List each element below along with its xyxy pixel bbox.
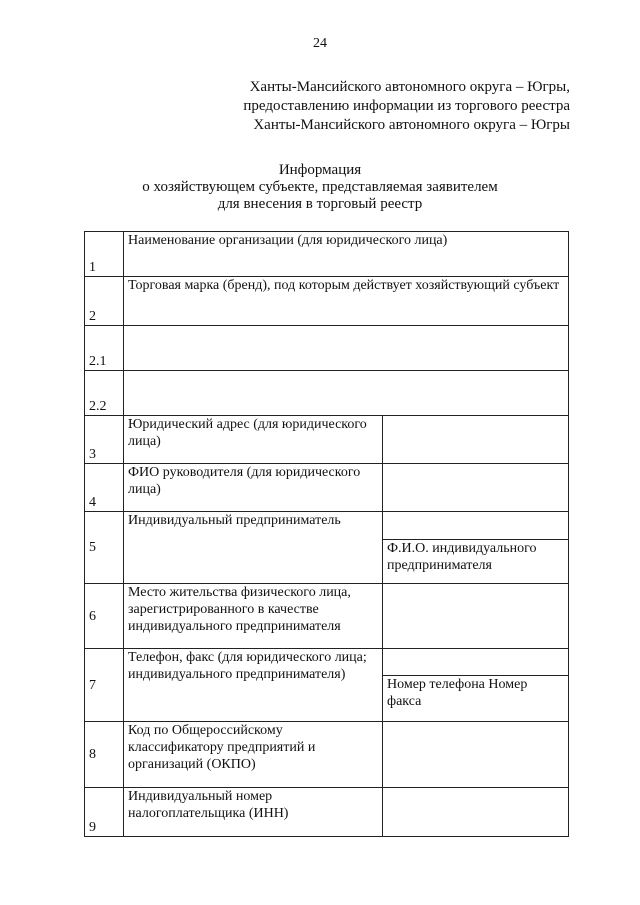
table-row bbox=[85, 371, 569, 416]
header-line: предоставлению информации из торгового реестра bbox=[243, 98, 570, 114]
form-title-line: Информация bbox=[278, 162, 362, 178]
row-number: 1 bbox=[85, 232, 124, 277]
form-title bbox=[0, 162, 640, 213]
row-number: 6 bbox=[85, 584, 124, 649]
row-label: Юридический адрес (для юридического лица) bbox=[124, 416, 383, 464]
header-line: Ханты-Мансийского автономного округа – Югры bbox=[253, 117, 570, 133]
row-number: 2.2 bbox=[85, 371, 124, 416]
table-row bbox=[85, 649, 569, 676]
row-label: Телефон, факс (для юридического лица; индивидуального предпринимателя) bbox=[124, 649, 383, 722]
row-sub-label: Номер телефона Номер факса bbox=[383, 676, 569, 722]
document-header bbox=[243, 78, 570, 135]
table-row bbox=[85, 464, 569, 512]
row-label: Место жительства физического лица, зарегистрированного в качестве индивидуального предпринимателя bbox=[124, 584, 383, 649]
row-label: Индивидуальный предприниматель bbox=[124, 512, 383, 584]
row-number: 9 bbox=[85, 788, 124, 837]
table-row bbox=[85, 722, 569, 788]
table-row bbox=[85, 232, 569, 277]
row-value-field[interactable] bbox=[124, 371, 569, 416]
row-value-field[interactable] bbox=[383, 416, 569, 464]
form-title-line: о хозяйствующем субъекте, представляемая заявителем bbox=[142, 179, 498, 195]
row-label: Код по Общероссийскому классификатору предприятий и организаций (ОКПО) bbox=[124, 722, 383, 788]
form-title-line: для внесения в торговый реестр bbox=[217, 196, 423, 212]
row-number: 4 bbox=[85, 464, 124, 512]
row-label: Индивидуальный номер налогоплательщика (ИНН) bbox=[124, 788, 383, 837]
row-value-field[interactable] bbox=[383, 464, 569, 512]
table-row bbox=[85, 788, 569, 837]
row-value-field[interactable] bbox=[383, 722, 569, 788]
row-number: 7 bbox=[85, 649, 124, 722]
row-number: 2 bbox=[85, 277, 124, 326]
row-value-field[interactable] bbox=[383, 649, 569, 676]
info-table bbox=[84, 231, 569, 837]
table-row bbox=[85, 416, 569, 464]
row-value-field[interactable] bbox=[383, 584, 569, 649]
row-sub-label: Ф.И.О. индивидуального предпринимателя bbox=[383, 540, 569, 584]
row-label: Наименование организации (для юридического лица) bbox=[124, 232, 569, 277]
row-value-field[interactable] bbox=[383, 512, 569, 540]
row-label: ФИО руководителя (для юридического лица) bbox=[124, 464, 383, 512]
row-value-field[interactable] bbox=[383, 788, 569, 837]
row-number: 3 bbox=[85, 416, 124, 464]
row-number: 5 bbox=[85, 512, 124, 584]
table-row bbox=[85, 512, 569, 540]
row-number: 8 bbox=[85, 722, 124, 788]
page-number: 24 bbox=[313, 36, 327, 51]
header-line: Ханты-Мансийского автономного округа – Югры, bbox=[249, 79, 570, 95]
row-number: 2.1 bbox=[85, 326, 124, 371]
row-label: Торговая марка (бренд), под которым действует хозяйствующий субъект bbox=[124, 277, 569, 326]
row-value-field[interactable] bbox=[124, 326, 569, 371]
table-row bbox=[85, 277, 569, 326]
table-row bbox=[85, 584, 569, 649]
table-row bbox=[85, 326, 569, 371]
